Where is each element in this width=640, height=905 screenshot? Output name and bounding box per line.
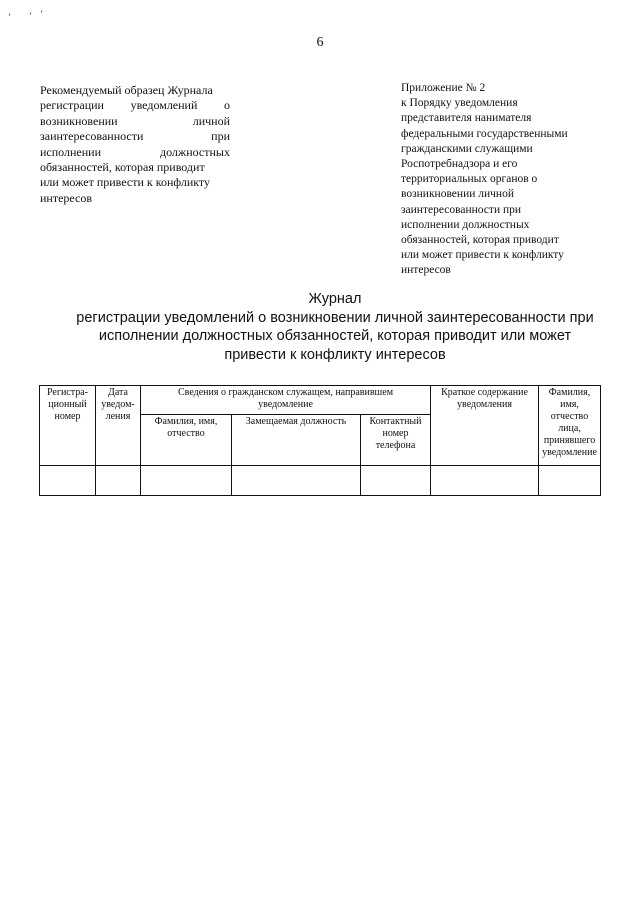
sample-note — [40, 83, 230, 206]
word: при — [211, 129, 230, 144]
scan-speck: ’ — [29, 11, 32, 21]
scan-speck: ’ — [8, 12, 11, 22]
col-header-phone: Контактный номер телефона — [361, 415, 431, 466]
word: заинтересованности — [40, 129, 144, 144]
table-row — [40, 466, 601, 496]
word: о — [224, 98, 230, 113]
table-cell — [40, 466, 96, 496]
appendix-line: возникновении личной — [401, 188, 514, 201]
appendix-line: Приложение № 2 — [401, 82, 486, 94]
appendix-line: исполнении должностных — [401, 218, 530, 231]
appendix-line: интересов — [401, 264, 451, 277]
sample-note-line: Рекомендуемый образец Журнала — [40, 83, 213, 97]
table-cell — [539, 466, 601, 496]
appendix-line: обязанностей, которая приводит — [401, 234, 559, 247]
word: регистрации — [40, 98, 104, 113]
appendix-line: федеральными государственными — [401, 127, 568, 140]
appendix-line: территориальных органов о — [401, 173, 538, 186]
table-cell — [141, 466, 232, 496]
col-header-position: Замещаемая должность — [232, 415, 361, 466]
appendix-line: гражданскими служащими — [401, 142, 533, 155]
table-cell — [361, 466, 431, 496]
col-header-full-name: Фамилия, имя, отчество — [141, 415, 232, 466]
page-number: 6 — [316, 35, 324, 50]
title-line: привести к конфликту интересов — [224, 346, 446, 363]
journal-table — [39, 385, 601, 496]
sample-note-line: или может привести к конфликту — [40, 175, 211, 190]
sample-note-line — [40, 98, 230, 113]
scan-speck: ’ — [40, 9, 43, 19]
sample-note-line: обязанностей, которая приводит — [40, 160, 205, 175]
word: уведомлений — [130, 98, 198, 113]
sample-note-line — [40, 129, 230, 144]
appendix-line: Роспотребнадзора и его — [401, 158, 518, 171]
word: личной — [192, 113, 230, 128]
col-header-reg-number: Регистра- ционный номер — [40, 386, 96, 466]
journal-title — [40, 290, 630, 364]
sample-note-line — [40, 145, 230, 160]
appendix-line: или может привести к конфликту — [401, 249, 564, 262]
table-cell — [96, 466, 141, 496]
sample-note-line: интересов — [40, 190, 93, 205]
appendix-line: заинтересованности при — [401, 203, 522, 216]
col-header-summary: Краткое содержание уведомления — [431, 386, 539, 466]
table-cell — [232, 466, 361, 496]
col-header-date: Дата уведом- ления — [96, 386, 141, 466]
sample-note-line — [40, 114, 230, 129]
title-line: исполнении должностных обязанностей, которая приводит или может — [98, 328, 572, 344]
appendix-line: представителя нанимателя — [401, 112, 532, 125]
title-line: регистрации уведомлений о возникновении личной заинтересованности при — [76, 309, 594, 326]
col-header-receiver: Фамилия, имя, отчество лица, принявшего уведомление — [539, 386, 601, 466]
table-cell — [431, 466, 539, 496]
col-header-servant-info: Сведения о гражданском служащем, направившем уведомление — [141, 386, 431, 415]
word: должностных — [159, 144, 230, 159]
appendix-note — [401, 81, 601, 279]
title-line: Журнал — [308, 291, 362, 307]
word: возникновении — [40, 113, 118, 128]
word: исполнении — [40, 144, 102, 159]
appendix-line: к Порядку уведомления — [401, 97, 518, 110]
